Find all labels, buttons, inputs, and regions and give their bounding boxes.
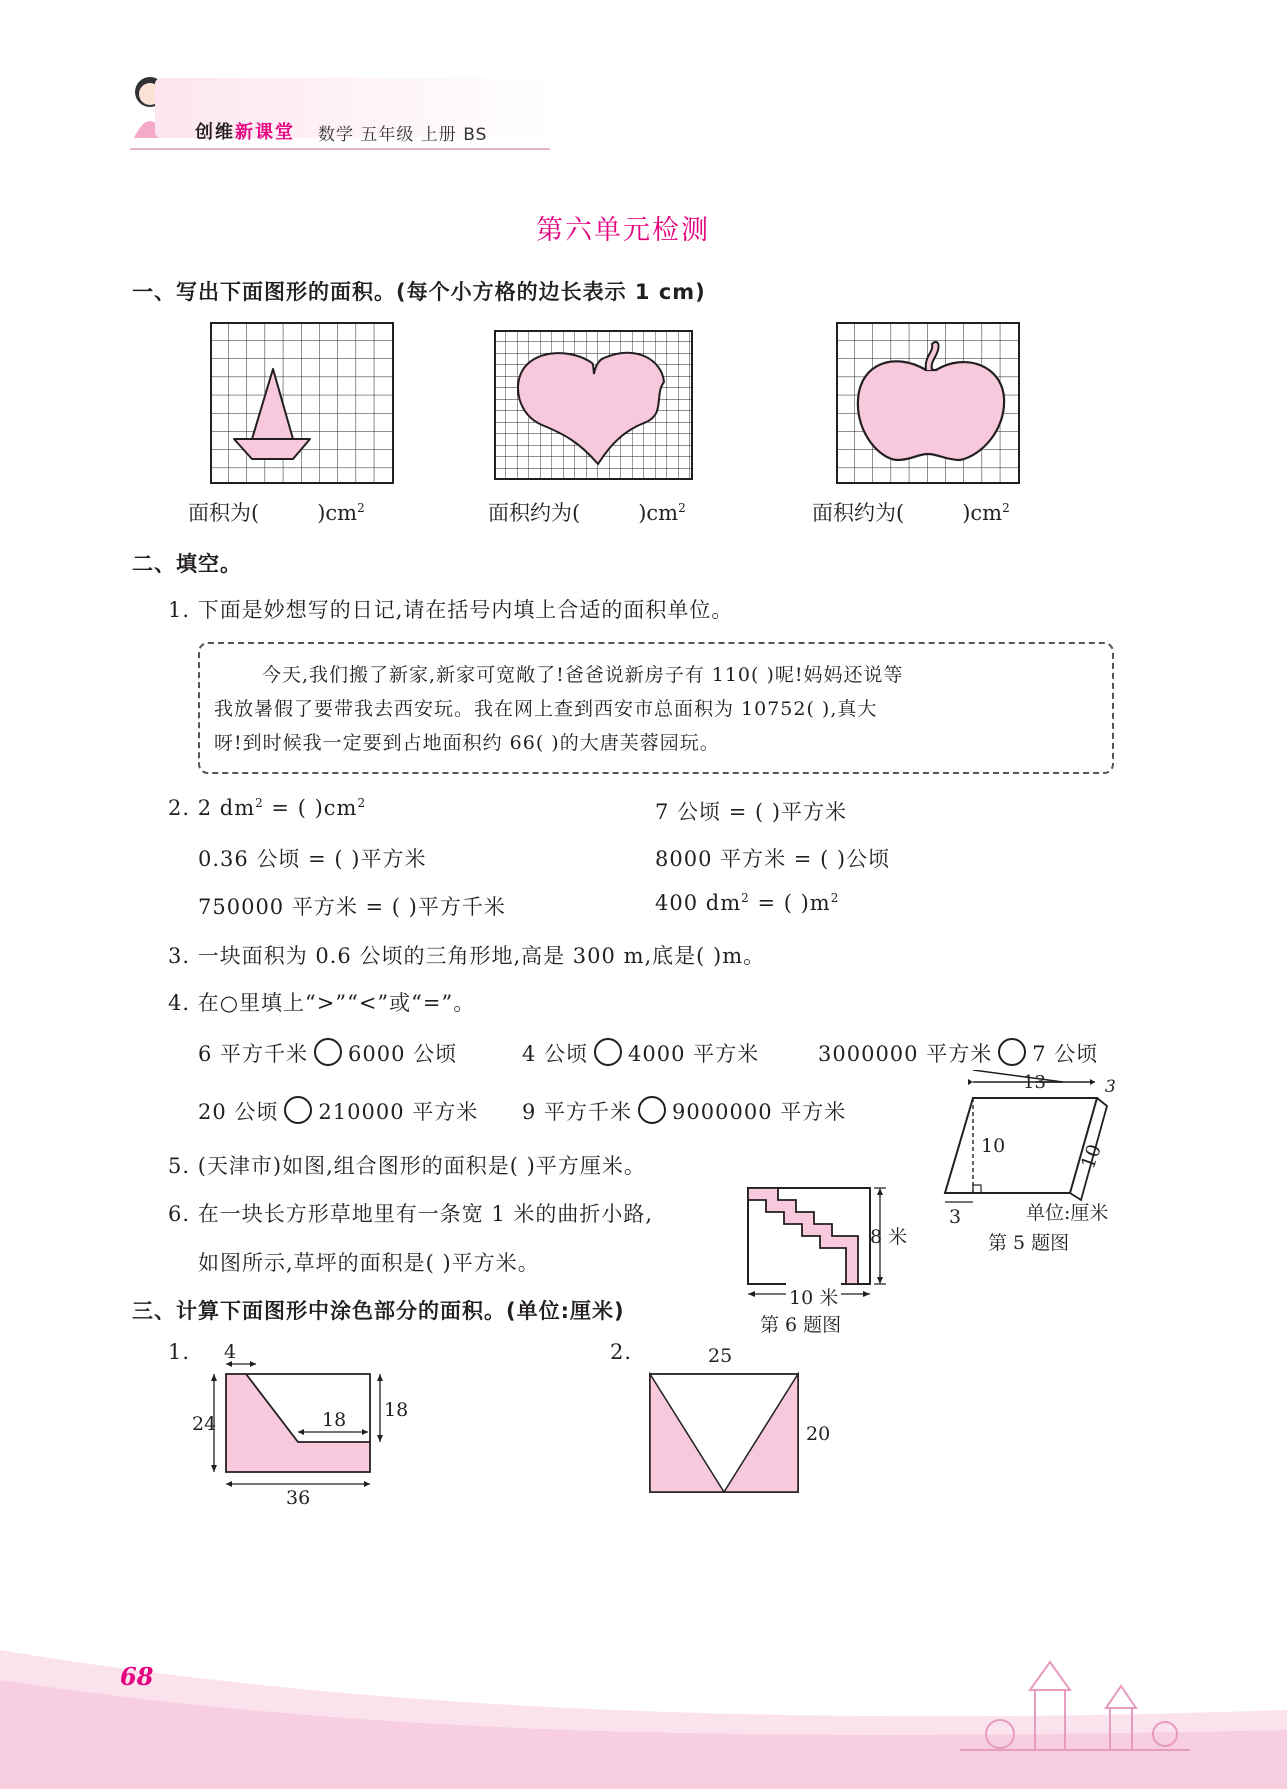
compare-circle[interactable]	[594, 1038, 622, 1066]
compare-circle[interactable]	[284, 1096, 312, 1124]
fig5-unit: 单位:厘米	[1026, 1202, 1109, 1224]
fig5-height-label: 10	[981, 1135, 1006, 1157]
fig5-small-label: 3	[1105, 1077, 1116, 1097]
p1-top-label: 4	[224, 1341, 237, 1363]
q6-line1: 6. 在一块长方形草地里有一条宽 1 米的曲折小路,	[168, 1202, 654, 1226]
p2-number: 2.	[610, 1340, 633, 1364]
fig6-height: 8 米	[870, 1226, 908, 1248]
header-subtitle: 数学 五年级 上册 BS	[318, 125, 488, 145]
compare-circle[interactable]	[314, 1038, 342, 1066]
caption-figure1: 面积为( )$cm^2$	[188, 501, 365, 525]
q1-text: 1. 下面是妙想写的日记,请在括号内填上合适的面积单位。	[168, 598, 734, 622]
fig6-caption: 第 6 题图	[760, 1314, 842, 1336]
compare-circle[interactable]	[638, 1096, 666, 1124]
q2-b1: 7 公顷 = ( )平方米	[655, 800, 848, 824]
q2-a2: 0.36 公顷 = ( )平方米	[198, 847, 427, 871]
fig5-bottom-label: 3	[949, 1206, 962, 1228]
q4-row1-item2: 4 公顷 4000 平方米	[522, 1038, 759, 1068]
header-brand	[195, 118, 295, 144]
fig5-side-label: 10	[1077, 1141, 1106, 1172]
caption-figure2: 面积约为( )$cm^2$	[488, 501, 686, 525]
q4-row2-item1: 20 公顷 210000 平方米	[198, 1096, 478, 1126]
header-rule	[130, 148, 550, 150]
figure-apple-grid	[836, 322, 1022, 486]
p1-number: 1.	[168, 1340, 191, 1364]
p1-right-label: 18	[384, 1399, 409, 1421]
diary-line-3: 呀!到时候我一定要到占地面积约 66( )的大唐芙蓉园玩。	[214, 732, 720, 754]
brand-part1: 创维	[195, 122, 235, 143]
q2-b3: 400 $dm^2$ = ( )$m^2$	[655, 891, 840, 915]
brand-part2: 新课堂	[235, 122, 295, 143]
fig6-width: 10 米	[786, 1283, 841, 1310]
footer-castle-illustration	[960, 1650, 1190, 1760]
p2-right-label: 20	[806, 1423, 831, 1445]
q2-b2: 8000 平方米 = ( )公顷	[655, 847, 891, 871]
p2-figure	[640, 1340, 840, 1500]
q3-text: 3. 一块面积为 0.6 公顷的三角形地,高是 300 m,底是( )m。	[168, 944, 766, 968]
q2-a1: 2. 2 $dm^2$ = ( )$cm^2$	[168, 796, 367, 820]
q4-text: 4. 在○里填上“>”“<”或“=”。	[168, 991, 476, 1015]
section2-heading: 二、填空。	[132, 552, 242, 576]
q4-row2-item2: 9 平方千米 9000000 平方米	[522, 1096, 846, 1126]
fig5-caption: 第 5 题图	[988, 1232, 1070, 1254]
diary-line-1: 今天,我们搬了新家,新家可宽敞了!爸爸说新房子有 110( )呢!妈妈还说等	[262, 664, 904, 686]
figure-sailboat-grid	[210, 322, 396, 486]
p1-bottom-label: 36	[286, 1487, 311, 1508]
q6-line2: 如图所示,草坪的面积是( )平方米。	[198, 1251, 540, 1275]
p1-figure	[186, 1338, 416, 1508]
caption-figure3: 面积约为( )$cm^2$	[812, 501, 1010, 525]
section1-heading: 一、写出下面图形的面积。(每个小方格的边长表示 1 cm)	[132, 280, 706, 304]
fig5-top-label: 13	[1023, 1072, 1046, 1093]
diary-line-2: 我放暑假了要带我去西安玩。我在网上查到西安市总面积为 10752( ),真大	[214, 698, 878, 720]
q4-row1-item1: 6 平方千米 6000 公顷	[198, 1038, 457, 1068]
p2-top-label: 25	[708, 1345, 733, 1367]
q5-text: 5. (天津市)如图,组合图形的面积是( )平方厘米。	[168, 1154, 646, 1178]
figure-leaf-grid	[494, 330, 694, 482]
p1-left-label: 24	[192, 1413, 217, 1435]
page-title: 第六单元检测	[536, 215, 710, 246]
apple-shape	[858, 361, 1004, 460]
page-number: 68	[120, 1662, 154, 1691]
compare-circle[interactable]	[998, 1038, 1026, 1066]
q2-a3: 750000 平方米 = ( )平方千米	[198, 895, 506, 919]
p1-inner-label: 18	[322, 1409, 347, 1431]
q4-row1-item3: 3000000 平方米 7 公顷	[818, 1038, 1098, 1068]
section3-heading: 三、计算下面图形中涂色部分的面积。(单位:厘米)	[132, 1299, 625, 1323]
